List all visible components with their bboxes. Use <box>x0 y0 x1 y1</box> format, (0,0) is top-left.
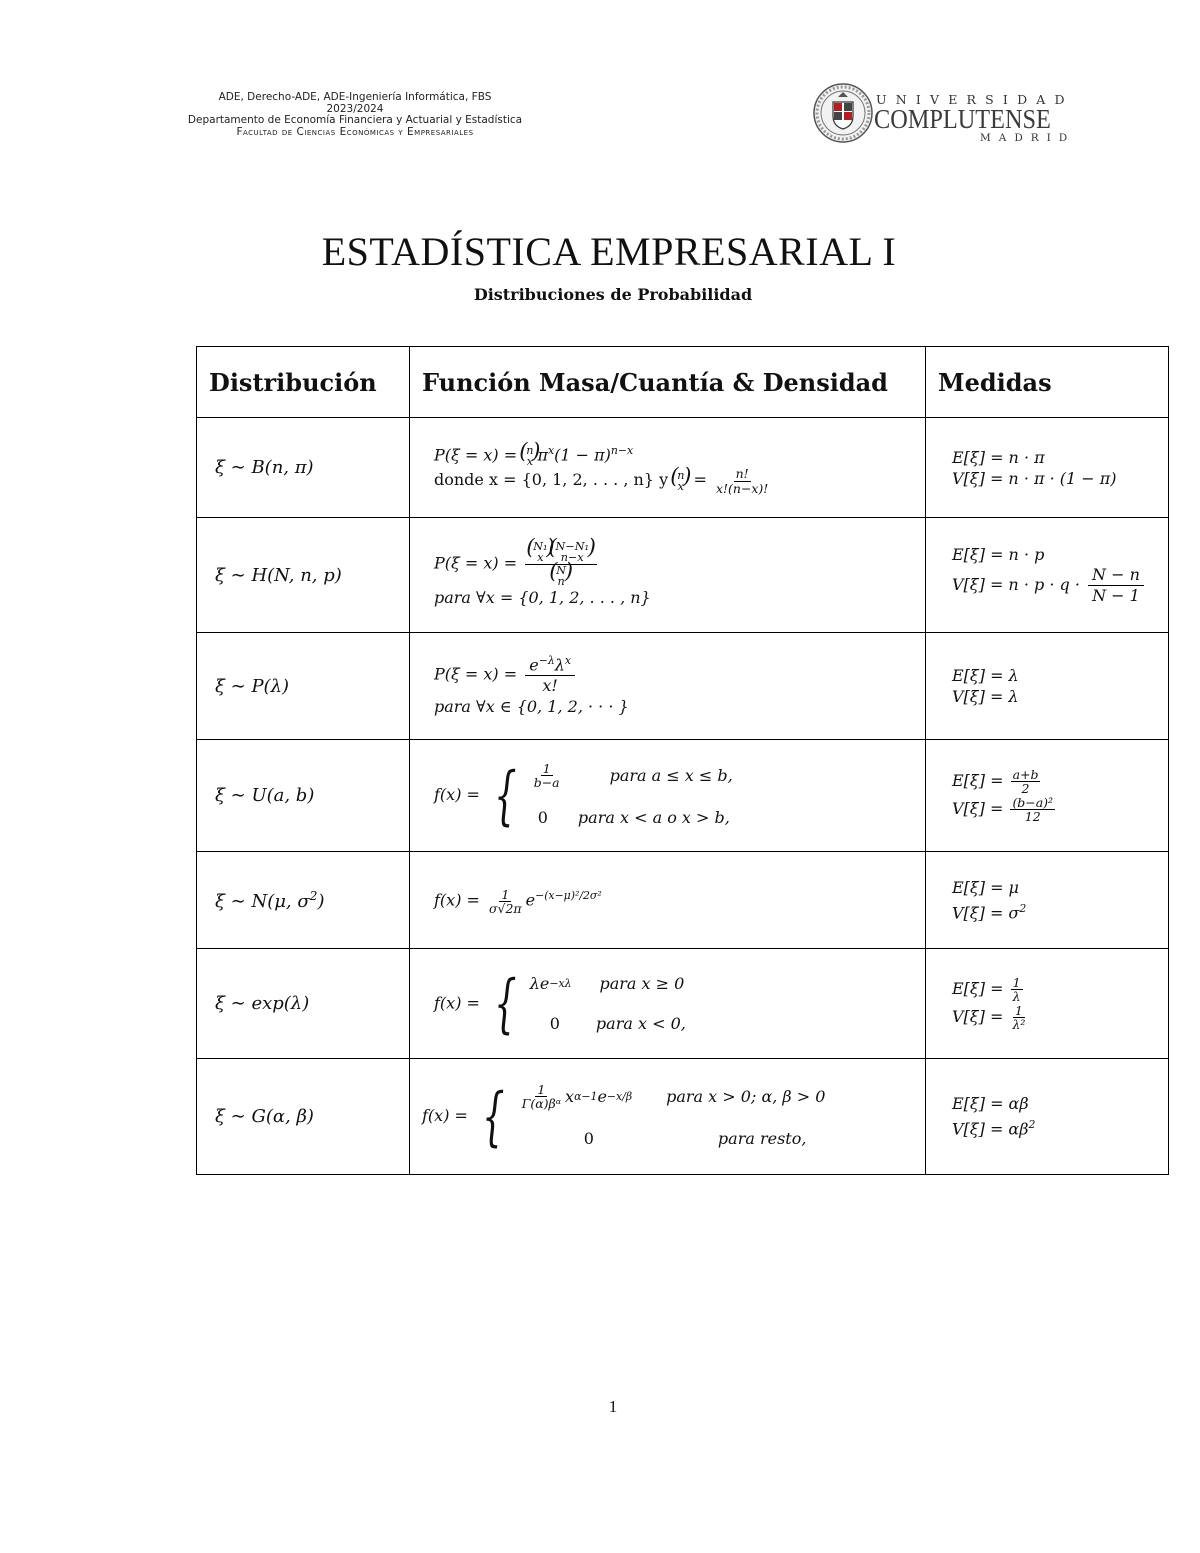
function-cell: f(x) = { $\frac{1}{\text{Γ(α)βᵅ}}$ x α−1 e −x/β para x > 0; α, β > 0 0 para resto, <box>410 1059 926 1175</box>
measures-cell <box>926 633 1169 740</box>
measures-cell <box>926 418 1169 518</box>
function-cell: f(x) = $\frac{1}{\sigma√2\pi}$ $e^{-(x-\mu)^2/2\sigma^2}$ <box>410 852 926 949</box>
table-row <box>197 418 1169 518</box>
header-department: Departamento de Economía Financiera y Actuarial y Estadística <box>187 114 523 126</box>
header-function: Función Masa/Cuantía & Densidad <box>410 347 926 418</box>
document-subtitle: Distribuciones de Probabilidad <box>473 285 753 304</box>
logo-top-text: UNIVERSIDAD <box>876 92 1074 107</box>
function-line: P(ξ = x) = ( n x ) $\pi^x(1 - \pi)^{n-x}$ <box>434 440 925 467</box>
mean-value: E[ξ] = μ <box>952 877 1019 897</box>
distributions-table <box>196 346 1169 1175</box>
table-row <box>197 518 1169 633</box>
measures-cell <box>926 852 1169 949</box>
distribution-cell: ξ ∼ H(N, n, p) <box>197 518 410 633</box>
function-line: P(ξ = x) = ( N₁ x ) ( N−N₁ n−x ) ( N n ) <box>434 541 925 587</box>
logo-bottom-text: MADRID <box>980 132 1076 144</box>
table-row <box>197 949 1169 1059</box>
distribution-cell: ξ ∼ N(μ, $\sigma^2$) <box>197 852 410 949</box>
table-row <box>197 1059 1169 1175</box>
measures-cell <box>926 740 1169 852</box>
mean-value: E[ξ] = λ <box>952 666 1019 685</box>
page-number: 1 <box>608 1397 618 1416</box>
function-cell <box>410 633 926 740</box>
distribution-cell: ξ ∼ exp(λ) <box>197 949 410 1059</box>
function-condition: para ∀x ∈ {0, 1, 2, · · · } <box>434 697 629 717</box>
mean-value: E[ξ] = $\frac{a+b}{2}$ <box>952 767 1039 797</box>
table-row <box>197 852 1169 949</box>
table-row <box>197 740 1169 852</box>
function-line: P(ξ = x) = $\frac{e^{-\lambda}\lambda^x}{x!}$ <box>434 654 925 696</box>
distribution-cell: ξ ∼ P(λ) <box>197 633 410 740</box>
mean-value: E[ξ] = αβ <box>952 1094 1029 1114</box>
header-faculty: Facultad de Ciencias Económicas y Empresariales <box>236 125 474 138</box>
mean-value: E[ξ] = n · p <box>952 545 1045 564</box>
university-seal-icon <box>812 82 874 144</box>
measures-cell <box>926 1059 1169 1175</box>
document-title: ESTADÍSTICA EMPRESARIAL I <box>321 229 897 274</box>
variance-value: V[ξ] = $\frac{\text{(b−a)²}}{12}$ <box>952 794 1054 824</box>
function-condition: donde x = {0, 1, 2, . . . , n} y ( n x ) = $\frac{n!}{x!(n-x)!}$ <box>434 467 925 494</box>
function-cell: f(x) = { $\frac{1}{b-a}$ para a ≤ x ≤ b, 0 para x < a o x > b, <box>410 740 926 852</box>
variance-value: $V[\xi] = \sigma^2$ <box>952 901 1027 923</box>
table-header-row <box>197 347 1169 418</box>
function-cell <box>410 518 926 633</box>
variance-value: V[ξ] = $\frac{1}{\text{λ²}}$ <box>952 1002 1026 1032</box>
distribution-cell: ξ ∼ B(n, π) <box>197 418 410 518</box>
function-cell <box>410 418 926 518</box>
distribution-cell: ξ ∼ G(α, β) <box>197 1059 410 1175</box>
distribution-cell: ξ ∼ U(a, b) <box>197 740 410 852</box>
header-programs: ADE, Derecho-ADE, ADE-Ingeniería Informática, FBS <box>218 91 492 103</box>
header-year: 2023/2024 <box>326 102 384 115</box>
mean-value: E[ξ] = $\frac{1}{\lambda}$ <box>952 975 1021 1005</box>
header-measures: Medidas <box>926 347 1169 418</box>
logo-main-text: COMPLUTENSE <box>874 104 1051 134</box>
measures-cell <box>926 518 1169 633</box>
measures-cell <box>926 949 1169 1059</box>
header-distribution: Distribución <box>197 347 410 418</box>
variance-value: V[ξ] = λ <box>952 687 1019 706</box>
function-cell: f(x) = { λe −xλ para x ≥ 0 0 para x < 0, <box>410 949 926 1059</box>
variance-value: V[ξ] = n · π · (1 − π) <box>952 468 1117 488</box>
university-logo <box>812 82 1076 148</box>
mean-value: E[ξ] = n · π <box>952 447 1045 467</box>
variance-value: $V[\xi] = \alpha\beta^2$ <box>952 1118 1036 1139</box>
variance-value: V[ξ] = n · p · q · $\frac{N - n}{N - 1}$ <box>952 565 1168 606</box>
table-row <box>197 633 1169 740</box>
function-condition: para ∀x = {0, 1, 2, . . . , n} <box>434 587 651 607</box>
department-header <box>150 92 560 138</box>
